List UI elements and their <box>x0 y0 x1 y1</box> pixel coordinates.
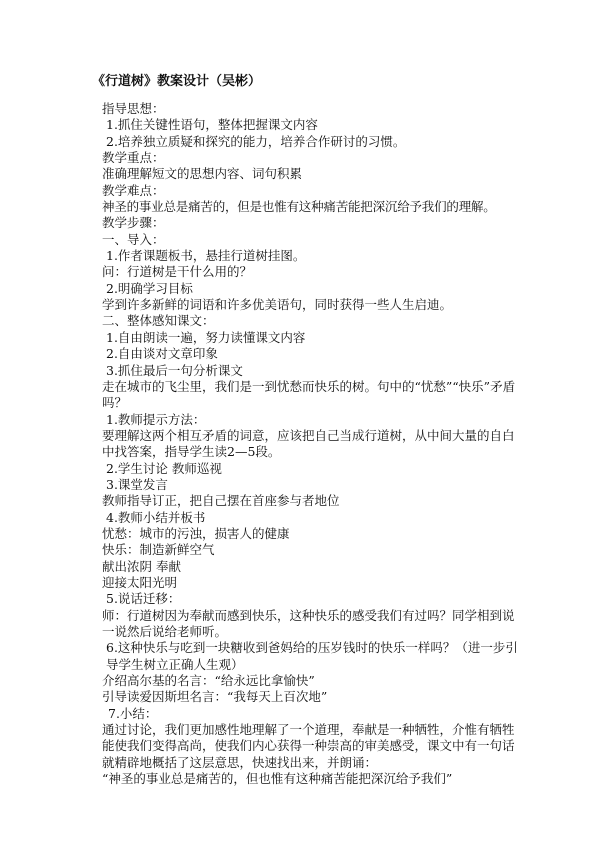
list-item: 1.教师提示方法： <box>106 411 206 427</box>
paragraph: 学到许多新鲜的词语和许多优美语句，同时获得一些人生启迪。 <box>102 297 453 313</box>
paragraph: 介绍高尔基的名言：“给永远比拿愉快” <box>102 673 315 689</box>
paragraph: 师：行道树因为奉献而感到快乐，这种快乐的感受我们有过吗？同学相到说一说然后说给老师听。 <box>102 607 515 639</box>
list-item: 2.培养独立质疑和探究的能力，培养合作研讨的习惯。 <box>106 133 406 149</box>
list-item: 6.这种快乐与吃到一块糖收到爸妈给的压岁钱时的快乐一样吗？（进一步引导学生树立正确人生观） <box>106 640 518 672</box>
list-item: 1.自由朗读一遍，努力读懂课文内容 <box>106 329 306 345</box>
document-title: 《行道树》教案设计（吴彬） <box>92 74 262 89</box>
list-item: 4.教师小结并板书 <box>106 509 206 525</box>
paragraph: 神圣的事业总是痛苦的，但是也惟有这种痛苦能把深沉给予我们的理解。 <box>102 199 496 215</box>
list-item: 5.说话迁移： <box>106 591 181 607</box>
paragraph: 快乐：制造新鲜空气 <box>102 542 215 558</box>
paragraph: 准确理解短文的思想内容、词句积累 <box>102 166 303 182</box>
list-item: 1.作者课题板书，悬挂行道树挂图。 <box>106 248 306 264</box>
section-heading: 教学难点： <box>102 182 165 198</box>
paragraph: 教师指导订正，把自己摆在首座参与者地位 <box>102 493 340 509</box>
paragraph: 迎接太阳光明 <box>102 574 178 590</box>
section-heading: 二、整体感知课文： <box>102 313 215 329</box>
list-item: 3.课堂发言 <box>106 476 168 492</box>
paragraph: 要理解这两个相互矛盾的词意，应该把自己当成行道树，从中间大量的自白中找答案，指导学生读2—5段。 <box>102 427 515 460</box>
list-item: 2.学生讨论 教师巡视 <box>106 460 222 476</box>
paragraph: 问：行道树是干什么用的？ <box>102 264 253 280</box>
paragraph: 忧愁：城市的污浊，损害人的健康 <box>102 525 290 541</box>
section-heading: 一、导入： <box>102 231 165 247</box>
list-item: 3.抓住最后一句分析课文 <box>106 362 243 378</box>
quote: “神圣的事业总是痛苦的，但也惟有这种痛苦能把深沉给予我们” <box>102 771 453 787</box>
list-item: 2.明确学习目标 <box>106 280 193 296</box>
section-heading: 教学步骤： <box>102 215 165 231</box>
list-item: 2.自由谈对文章印象 <box>106 346 218 362</box>
paragraph: 献出浓阴 奉献 <box>102 558 181 574</box>
document-body <box>102 101 522 787</box>
paragraph: 通过讨论，我们更加感性地理解了一个道理，奉献是一种牺牲，介惟有牺牲能使我们变得高尚，使我们内心获得一种崇高的审美感受，课文中有一句话就精辟地概括了这层意思，快速找出来，并朗诵： <box>102 722 515 770</box>
section-heading: 教学重点： <box>102 150 165 166</box>
list-item: 7.小结： <box>108 705 158 721</box>
section-heading: 指导思想： <box>102 101 165 116</box>
paragraph: 走在城市的飞尘里，我们是一到忧愁而快乐的树。句中的“忧愁”“快乐”矛盾吗？ <box>102 378 516 411</box>
paragraph: 引导读爱因斯坦名言：“我每天上百次地” <box>102 689 328 705</box>
list-item: 1.抓住关键性语句，整体把握课文内容 <box>106 117 318 133</box>
